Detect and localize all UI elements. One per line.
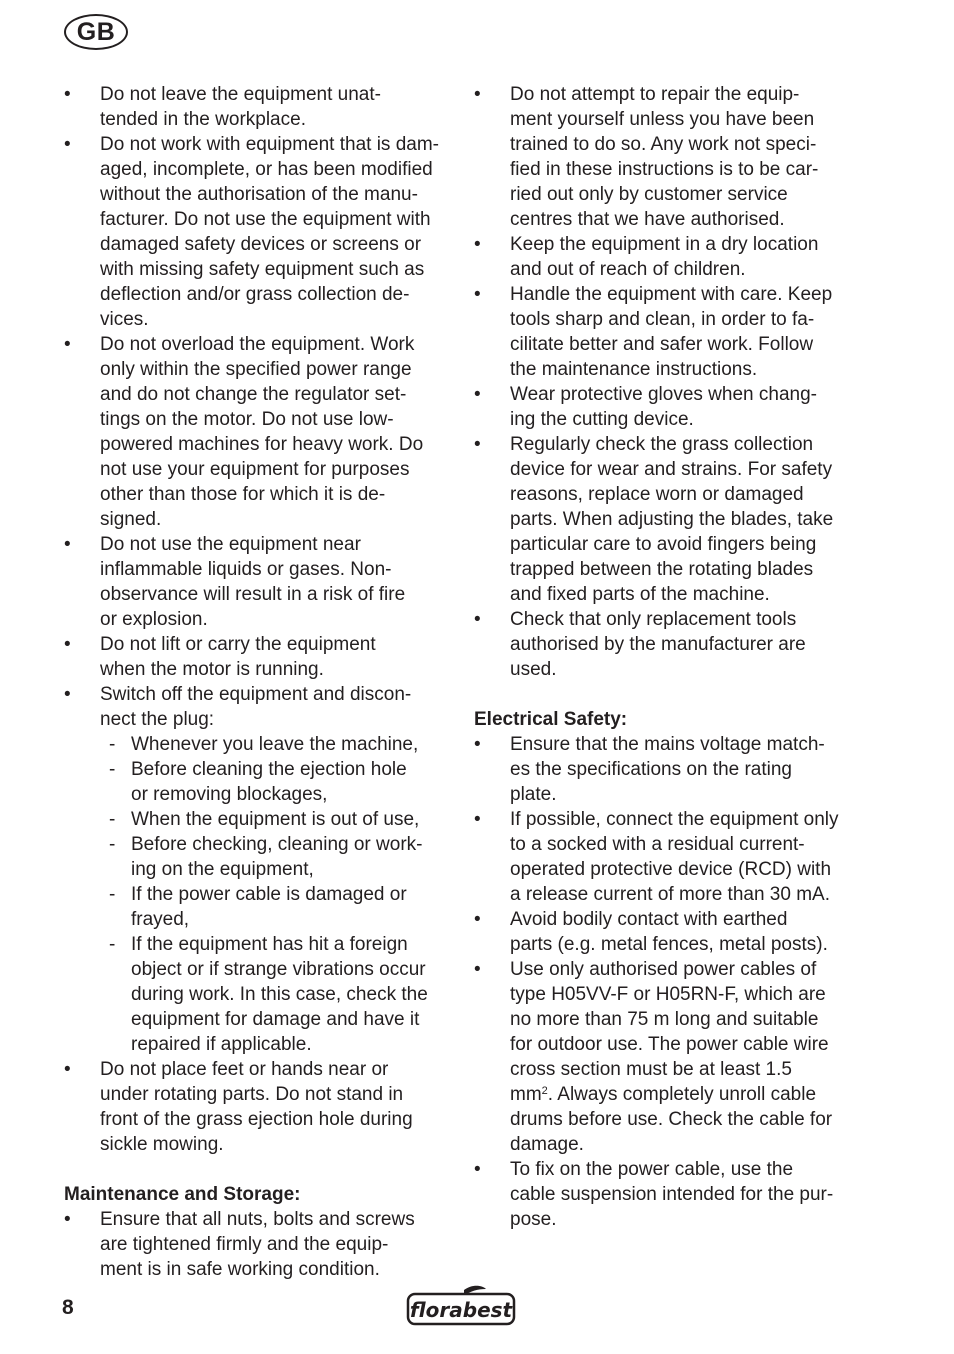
maintenance-continued-list [474,82,866,682]
text-line: nect the plug: [100,709,215,730]
text-line: and do not change the regulator set- [100,384,407,405]
bullet-nuts-bolts [64,1207,456,1282]
text-line: device for wear and strains. For safety [510,459,833,480]
text-line: ing the cutting device. [510,409,694,430]
text-line: parts (e.g. metal fences, metal posts). [510,934,828,955]
unit-suffix: . Always completely unroll cable [547,1084,817,1105]
bullet-handle-care [474,282,866,382]
text-line: front of the grass ejection hole during [100,1109,413,1130]
bullet-dry-location [474,232,866,282]
text-line: damaged safety devices or screens or [100,234,422,255]
text-line: or removing blockages, [131,784,328,805]
text-line: • Do not lift or carry the equipment [100,634,376,655]
bullet-flammable [64,532,456,632]
text-line: plate. [510,784,557,805]
text-line: type H05VV-F or H05RN-F, which are [510,984,826,1005]
text-line: cilitate better and safer work. Follow [510,334,814,355]
text-line: the maintenance instructions. [510,359,758,380]
text-line: frayed, [131,909,190,930]
text-line: observance will result in a risk of fire [100,584,406,605]
text-line: • Ensure that all nuts, bolts and screws [100,1209,415,1230]
text-line: - Before cleaning the ejection hole [131,759,407,780]
text-line: • Do not overload the equipment. Work [100,334,415,355]
text-line: • Do not place feet or hands near or [100,1059,389,1080]
text-line: sickle mowing. [100,1134,224,1155]
bullet-unattended [64,82,456,132]
text-line: used. [510,659,557,680]
florabest-logo [406,1284,516,1326]
florabest-logo-graphic [406,1284,516,1326]
text-line: • Do not work with equipment that is dam- [100,134,439,155]
bullet-cable-suspension [474,1157,866,1232]
unit-superscript: 2 [541,1085,548,1097]
bullet-overload [64,332,456,532]
bullet-rotating-parts [64,1057,456,1157]
text-line: • Avoid bodily contact with earthed [510,909,788,930]
text-line: - Before checking, cleaning or work- [131,834,423,855]
text-line: pose. [510,1209,557,1230]
text-line: vices. [100,309,149,330]
text-line: - When the equipment is out of use, [131,809,420,830]
right-column [474,82,866,1232]
text-line: • Do not leave the equipment unat- [100,84,381,105]
text-line: ment is in safe working condition. [100,1259,380,1280]
text-line: and out of reach of children. [510,259,746,280]
text-line: a release current of more than 30 mA. [510,884,830,905]
text-line: fied in these instructions is to be car- [510,159,819,180]
bullet-replacement-tools [474,607,866,682]
text-line: • Check that only replacement tools [510,609,797,630]
text-line: cross section must be at least 1.5 [510,1059,792,1080]
text-line: and fixed parts of the machine. [510,584,770,605]
left-column [64,82,456,1282]
text-line: - Whenever you leave the machine, [131,734,419,755]
text-line: tings on the motor. Do not use low- [100,409,394,430]
text-line: ment yourself unless you have been [510,109,815,130]
text-line: • To fix on the power cable, use the [510,1159,794,1180]
bullet-switch-off [64,682,456,1057]
bullet-grass-collection [474,432,866,607]
electrical-bullet-list [474,732,866,1232]
text-line: during work. In this case, check the [131,984,428,1005]
text-line: ing on the equipment, [131,859,314,880]
section-spacer [474,682,866,707]
text-line: equipment for damage and have it [131,1009,420,1030]
text-line: with missing safety equipment such as [100,259,425,280]
text-line: • Keep the equipment in a dry location [510,234,819,255]
text-line: particular care to avoid fingers being [510,534,817,555]
text-line: es the specifications on the rating [510,759,793,780]
text-line: not use your equipment for purposes [100,459,410,480]
text-line: are tightened firmly and the equip- [100,1234,389,1255]
bullet-lift-carry [64,632,456,682]
text-line: - If the power cable is damaged or [131,884,407,905]
language-badge: GB [64,14,128,50]
page-number: 8 [62,1296,74,1319]
text-line: aged, incomplete, or has been modified [100,159,433,180]
text-line: centres that we have authorised. [510,209,785,230]
text-line: only within the specified power range [100,359,412,380]
switch-off-sublist [100,732,456,1057]
text-line: tools sharp and clean, in order to fa- [510,309,815,330]
text-line: deflection and/or grass collection de- [100,284,410,305]
text-line: • Regularly check the grass collection [510,434,814,455]
section-spacer [64,1157,456,1182]
text-line: - If the equipment has hit a foreign [131,934,408,955]
text-line: • Wear protective gloves when chang- [510,384,817,405]
text-line: authorised by the manufacturer are [510,634,806,655]
text-line: when the motor is running. [100,659,324,680]
sublist-item [109,732,456,757]
maintenance-bullet-list [64,1207,456,1282]
text-line: • Do not attempt to repair the equip- [510,84,800,105]
text-line: or explosion. [100,609,208,630]
unit-prefix: mm [510,1084,542,1105]
bullet-repair [474,82,866,232]
bullet-mains-voltage [474,732,866,807]
text-line: for outdoor use. The power cable wire [510,1034,829,1055]
maintenance-heading: Maintenance and Storage: [64,1184,301,1205]
text-line: inflammable liquids or gases. Non- [100,559,392,580]
text-line: reasons, replace worn or damaged [510,484,804,505]
text-line: damage. [510,1134,584,1155]
sublist-item [109,932,456,1057]
text-line: • Handle the equipment with care. Keep [510,284,833,305]
text-line: trained to do so. Any work not speci- [510,134,817,155]
safety-bullet-list [64,82,456,1157]
bullet-earthed-parts [474,907,866,957]
logo-wordmark: florabest [409,1298,513,1322]
text-line-with-unit [510,1082,866,1107]
text-line: powered machines for heavy work. Do [100,434,424,455]
text-line: • Do not use the equipment near [100,534,361,555]
text-line: other than those for which it is de- [100,484,386,505]
bullet-gloves [474,382,866,432]
text-line: drums before use. Check the cable for [510,1109,833,1130]
text-line: no more than 75 m long and suitable [510,1009,819,1030]
electrical-safety-heading: Electrical Safety: [474,709,628,730]
text-line: trapped between the rotating blades [510,559,814,580]
text-line: to a socked with a residual current- [510,834,805,855]
text-line: • If possible, connect the equipment only [510,809,839,830]
text-line: repaired if applicable. [131,1034,312,1055]
text-line: facturer. Do not use the equipment with [100,209,431,230]
bullet-power-cables [474,957,866,1157]
text-line: tended in the workplace. [100,109,306,130]
text-line: cable suspension intended for the pur- [510,1184,834,1205]
sublist-item [109,882,456,932]
sublist-item [109,807,456,832]
bullet-rcd [474,807,866,907]
bullet-damaged-equipment [64,132,456,332]
text-line: • Ensure that the mains voltage match- [510,734,825,755]
sublist-item [109,757,456,807]
text-line: ried out only by customer service [510,184,788,205]
text-line: without the authorisation of the manu- [100,184,418,205]
sublist-item [109,832,456,882]
text-line: under rotating parts. Do not stand in [100,1084,404,1105]
text-line: operated protective device (RCD) with [510,859,832,880]
text-line: object or if strange vibrations occur [131,959,426,980]
text-line: parts. When adjusting the blades, take [510,509,834,530]
text-line: • Switch off the equipment and discon- [100,684,412,705]
text-line: signed. [100,509,162,530]
text-line: • Use only authorised power cables of [510,959,817,980]
